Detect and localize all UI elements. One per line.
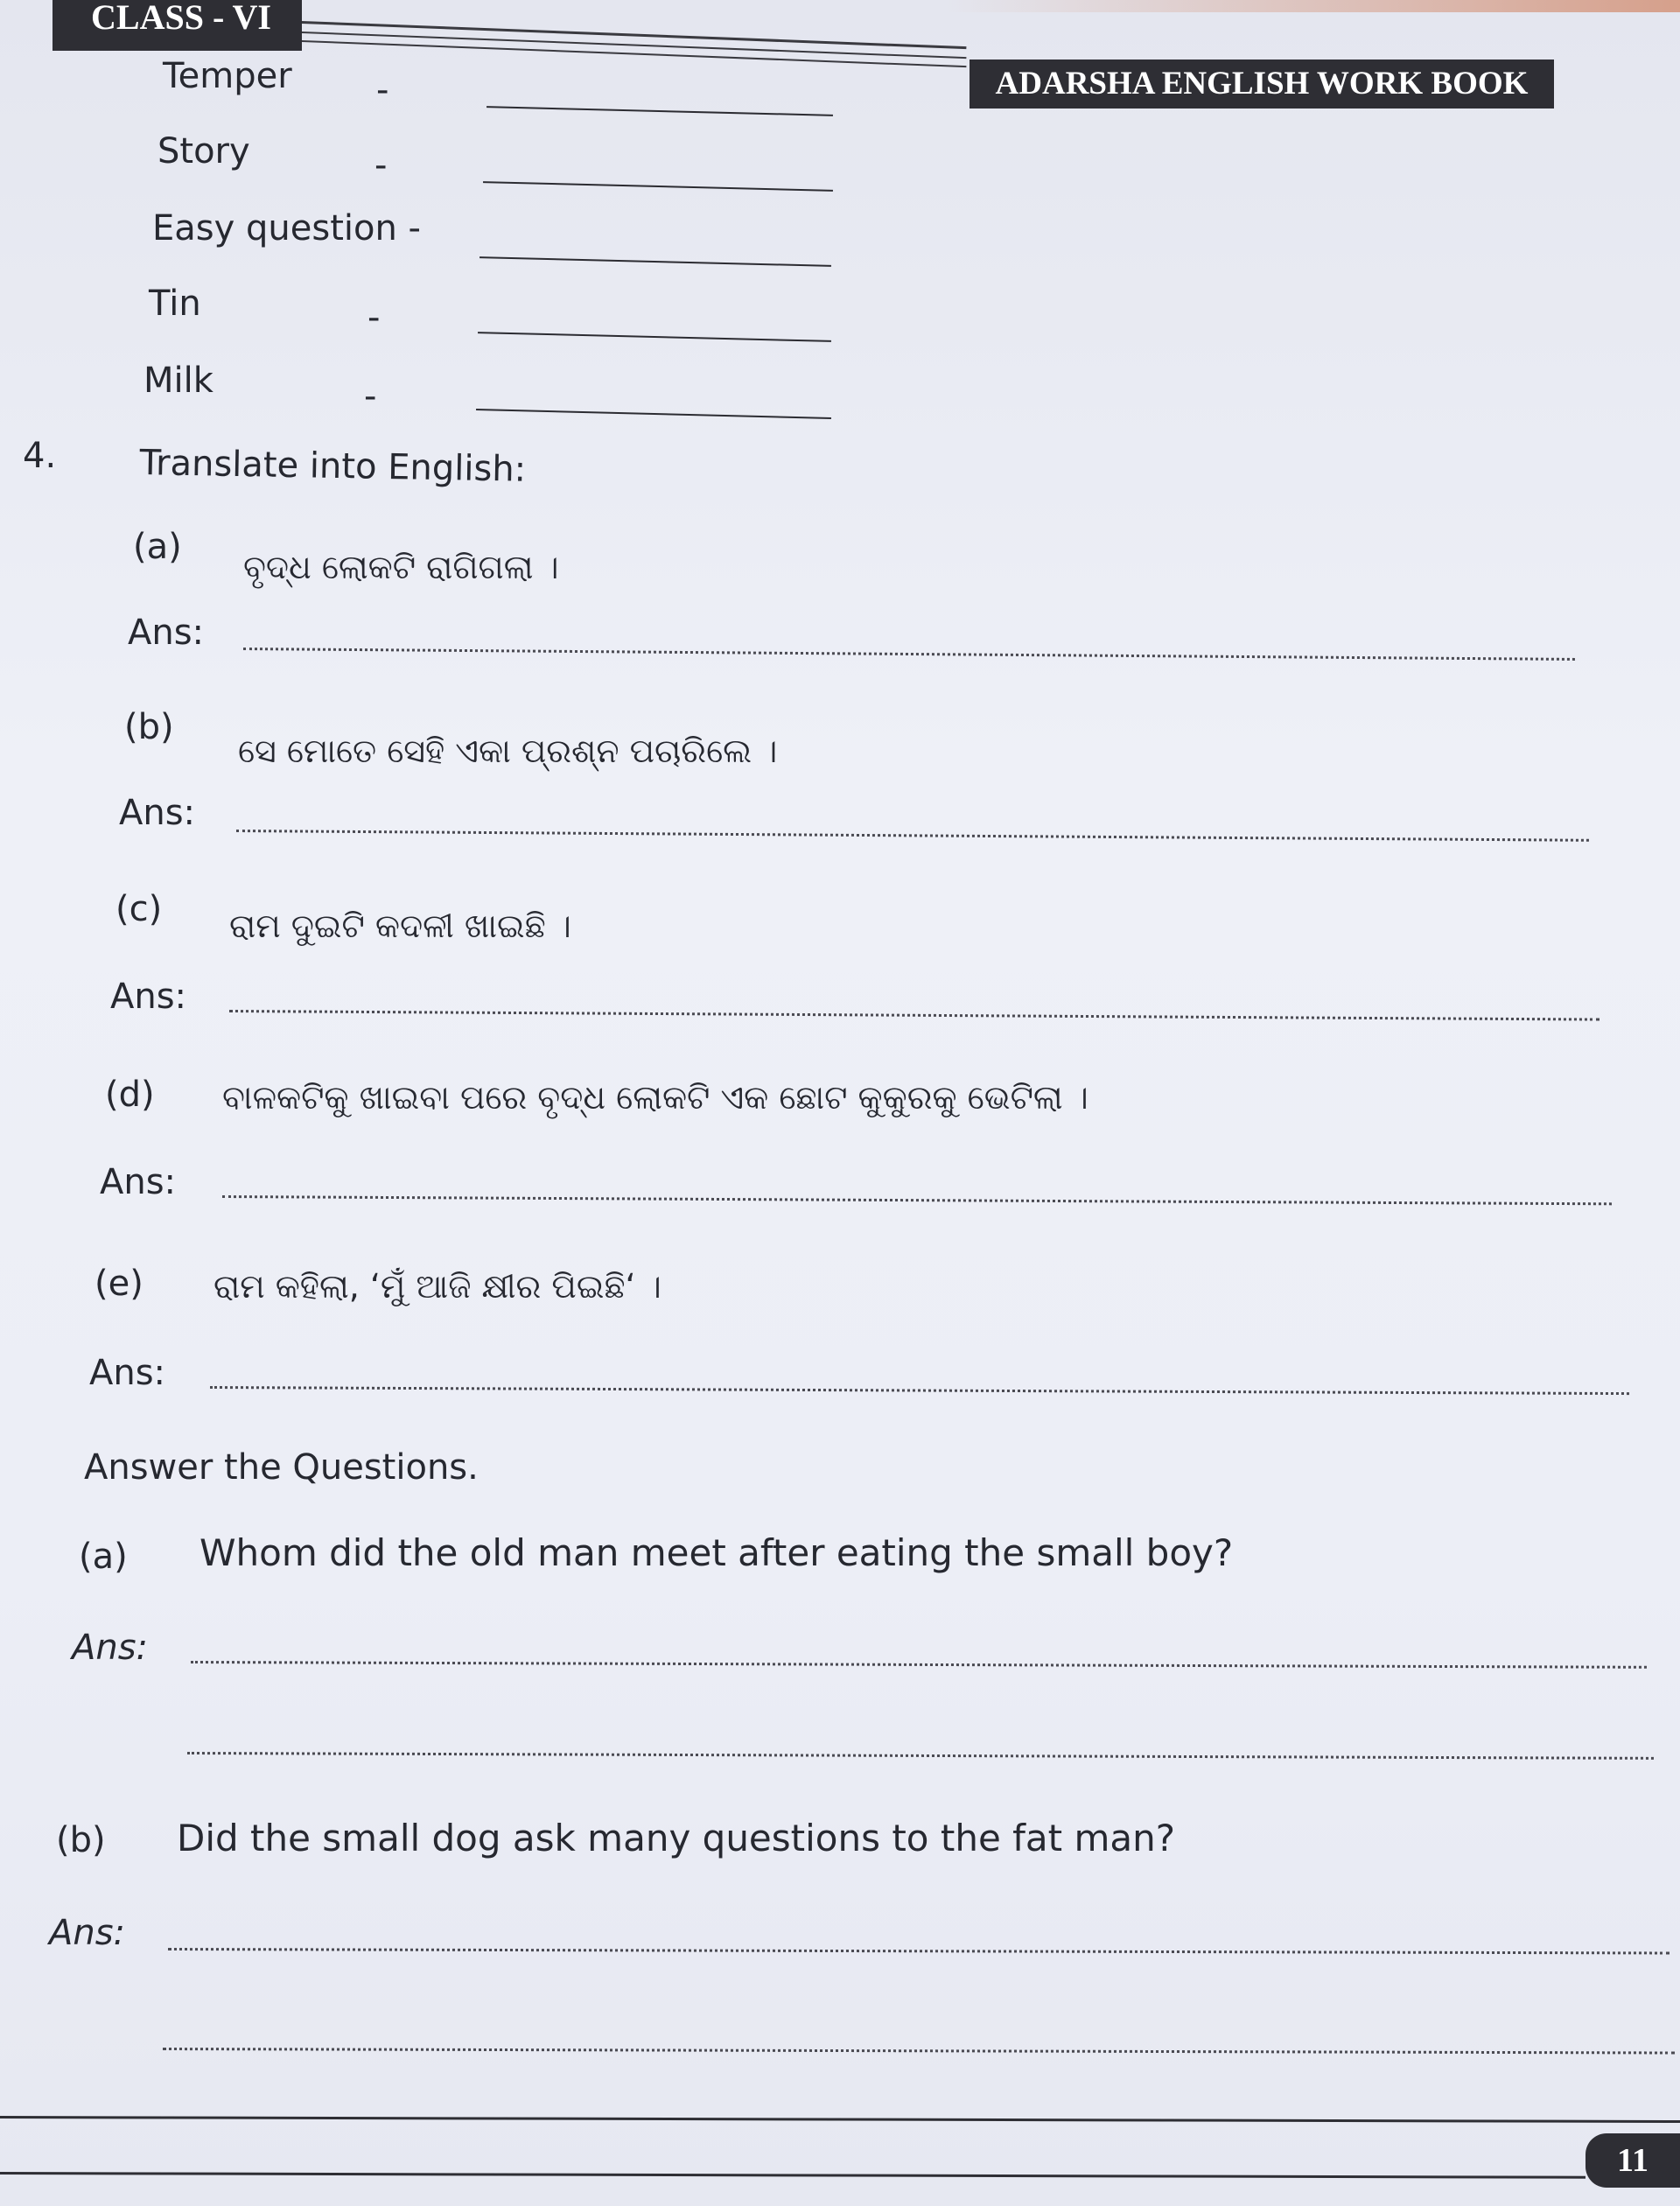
item-c-ans: Ans:	[110, 977, 187, 1017]
item-b-ans: Ans:	[119, 793, 196, 833]
word-tin: Tin	[149, 284, 201, 324]
question-b-text: Did the small dog ask many questions to the fat man?	[177, 1817, 1176, 1859]
word-temper: Temper	[163, 56, 292, 96]
item-e-label: (e)	[94, 1264, 144, 1304]
word-temper-dash: -	[376, 70, 389, 110]
word-temper-answer-line[interactable]	[486, 106, 833, 116]
book-title: ADARSHA ENGLISH WORK BOOK	[970, 60, 1554, 109]
item-d-ans: Ans:	[100, 1162, 177, 1202]
class-label: CLASS - VI	[52, 0, 302, 51]
question-a-text: Whom did the old man meet after eating the small boy?	[200, 1531, 1234, 1574]
word-tin-dash: -	[368, 298, 381, 338]
word-story: Story	[158, 131, 250, 172]
question-a-ans: Ans:	[72, 1628, 149, 1668]
item-e-odia: ରାମ କହିଲା, ‘ମୁଁ ଆଜି କ୍ଷୀର ପିଇଛି‘ ।	[214, 1267, 662, 1306]
question-a-answer-line-2[interactable]	[187, 1752, 1654, 1760]
section-number: 4.	[23, 436, 57, 476]
section-title: Translate into English:	[139, 443, 527, 490]
question-a-answer-line-1[interactable]	[191, 1661, 1647, 1669]
word-milk: Milk	[144, 361, 214, 401]
word-tin-answer-line[interactable]	[478, 332, 831, 342]
footer-rule-bottom	[0, 2172, 1586, 2179]
word-milk-dash: -	[364, 376, 377, 417]
question-a-label: (a)	[79, 1537, 128, 1577]
word-easy-question: Easy question -	[152, 208, 421, 249]
question-b-answer-line-2[interactable]	[163, 2048, 1675, 2055]
item-a-label: (a)	[133, 527, 182, 567]
word-milk-answer-line[interactable]	[476, 409, 831, 419]
question-b-answer-line-1[interactable]	[168, 1948, 1670, 1954]
question-b-ans: Ans:	[49, 1913, 126, 1953]
item-d-answer-line[interactable]	[222, 1195, 1612, 1205]
word-story-dash: -	[374, 145, 388, 186]
item-e-answer-line[interactable]	[210, 1386, 1629, 1395]
item-c-label: (c)	[116, 889, 163, 929]
item-b-answer-line[interactable]	[236, 830, 1589, 842]
page-number: 11	[1586, 2133, 1680, 2188]
footer-rule-top	[0, 2116, 1680, 2123]
item-a-ans: Ans:	[128, 613, 205, 653]
item-a-odia: ବୃଦ୍ଧ ଲୋକଟି ରାଗିଗଲା ।	[243, 548, 559, 586]
item-e-ans: Ans:	[89, 1353, 166, 1393]
item-c-answer-line[interactable]	[229, 1010, 1600, 1021]
item-a-answer-line[interactable]	[243, 648, 1575, 661]
answer-questions-title: Answer the Questions.	[84, 1447, 479, 1488]
item-d-odia: ବାଳକଟିକୁ ଖାଇବା ପରେ ବୃଦ୍ଧ ଲୋକଟି ଏକ ଛୋଟ କୁକୁରକୁ ଭେଟିଲା ।	[222, 1078, 1088, 1117]
item-b-odia: ସେ ମୋତେ ସେହି ଏକା ପ୍ରଶ୍ନ ପଚାରିଲେ ।	[238, 732, 778, 770]
word-story-answer-line[interactable]	[483, 181, 833, 192]
question-b-label: (b)	[56, 1820, 106, 1860]
item-d-label: (d)	[105, 1075, 155, 1115]
page-edge-shadow	[945, 0, 1680, 12]
item-b-label: (b)	[124, 707, 174, 747]
item-c-odia: ରାମ ଦୁଇଟି କଦଳୀ ଖାଇଛି ।	[229, 907, 571, 945]
word-easy-question-answer-line[interactable]	[480, 256, 831, 267]
